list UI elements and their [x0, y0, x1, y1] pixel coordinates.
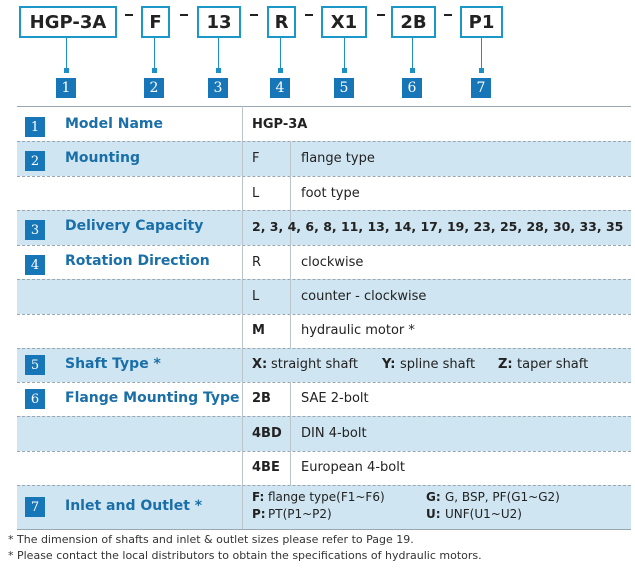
code-number-badge: 2: [144, 78, 164, 98]
option-code: F:: [252, 490, 265, 504]
table-rule: [17, 348, 631, 349]
leader-line: [66, 38, 67, 70]
row-number-badge: 3: [25, 220, 45, 240]
option-desc: G, BSP, PF(G1~G2): [445, 490, 560, 504]
code-segment-rotation: R: [267, 6, 296, 38]
option-desc: clockwise: [301, 255, 364, 270]
option-code: Y:: [382, 357, 396, 372]
code-segment-capacity: 13: [197, 6, 241, 38]
code-number-badge: 3: [208, 78, 228, 98]
option-desc: taper shaft: [517, 357, 589, 372]
option-desc: PT(P1~P2): [268, 507, 332, 521]
leader-line: [344, 38, 345, 70]
table-rule: [17, 314, 631, 315]
option-desc: flange type: [301, 151, 375, 166]
code-segment-port: P1: [460, 6, 503, 38]
code-segment-model: HGP-3A: [19, 6, 117, 38]
code-separator: [444, 14, 452, 16]
row-number-badge: 2: [25, 151, 45, 171]
table-rule: [17, 106, 631, 107]
option-desc: UNF(U1~U2): [445, 507, 522, 521]
option-desc: counter - clockwise: [301, 289, 427, 304]
code-separator: [377, 14, 385, 16]
option-code: Z:: [498, 357, 513, 372]
option-code: P:: [252, 507, 266, 521]
code-segment-mounting: F: [141, 6, 170, 38]
row-label-model-name: Model Name: [65, 116, 163, 132]
option-code: G:: [426, 490, 441, 504]
code-number-badge: 1: [56, 78, 76, 98]
leader-line: [218, 38, 219, 70]
table-rule: [17, 485, 631, 486]
column-divider: [242, 106, 243, 529]
option-desc: straight shaft: [271, 357, 358, 372]
option-code: L: [252, 289, 260, 304]
leader-tip: [410, 68, 415, 73]
table-rule: [17, 141, 631, 142]
option-desc: European 4-bolt: [301, 460, 405, 475]
code-segment-shaft: X1: [321, 6, 367, 38]
leader-tip: [342, 68, 347, 73]
option-code: 4BD: [252, 426, 282, 441]
table-rule: [17, 382, 631, 383]
column-divider: [290, 245, 291, 348]
option-code: F: [252, 151, 260, 166]
row-label-delivery-capacity: Delivery Capacity: [65, 218, 204, 234]
leader-line: [481, 38, 482, 70]
table-rule: [17, 176, 631, 177]
code-number-badge: 7: [471, 78, 491, 98]
option-desc: hydraulic motor *: [301, 323, 415, 338]
option-code: 2B: [252, 391, 271, 406]
footnote: * Please contact the local distributors to obtain the specifications of hydraulic motors.: [8, 549, 482, 562]
option-desc: flange type(F1~F6): [268, 490, 385, 504]
row-number-badge: 5: [25, 355, 45, 375]
table-rule: [17, 279, 631, 280]
table-rule: [17, 416, 631, 417]
row-number-badge: 1: [25, 117, 45, 137]
option-code: X:: [252, 357, 268, 372]
option-desc: spline shaft: [400, 357, 476, 372]
delivery-capacity-value: 2, 3, 4, 6, 8, 11, 13, 14, 17, 19, 23, 25, 28, 30, 33, 35: [252, 219, 624, 234]
leader-tip: [152, 68, 157, 73]
row-number-badge: 4: [25, 255, 45, 275]
code-separator: [180, 14, 188, 16]
option-code: M: [252, 323, 265, 338]
table-rule: [17, 245, 631, 246]
code-number-badge: 4: [270, 78, 290, 98]
option-code: 4BE: [252, 460, 280, 475]
table-rule: [17, 451, 631, 452]
code-separator: [250, 14, 258, 16]
leader-tip: [278, 68, 283, 73]
leader-line: [154, 38, 155, 70]
leader-tip: [216, 68, 221, 73]
option-code: R: [252, 255, 262, 270]
leader-line: [280, 38, 281, 70]
leader-tip: [64, 68, 69, 73]
row-label-flange-mounting-type: Flange Mounting Type: [65, 390, 240, 406]
option-desc: foot type: [301, 186, 360, 201]
option-code: L: [252, 186, 260, 201]
table-rule: [17, 529, 631, 530]
option-desc: DIN 4-bolt: [301, 426, 367, 441]
code-segment-flange: 2B: [391, 6, 436, 38]
row-label-rotation-direction: Rotation Direction: [65, 253, 210, 269]
row-label-inlet-outlet: Inlet and Outlet *: [65, 498, 203, 514]
leader-line: [412, 38, 413, 70]
option-desc: SAE 2-bolt: [301, 391, 369, 406]
table-rule: [17, 210, 631, 211]
option-code: U:: [426, 507, 441, 521]
model-name-value: HGP-3A: [252, 117, 308, 132]
row-number-badge: 6: [25, 389, 45, 409]
code-number-badge: 6: [402, 78, 422, 98]
footnote: * The dimension of shafts and inlet & outlet sizes please refer to Page 19.: [8, 533, 414, 546]
row-label-mounting: Mounting: [65, 150, 140, 166]
row-label-shaft-type: Shaft Type *: [65, 356, 161, 372]
code-separator: [125, 14, 133, 16]
code-number-badge: 5: [334, 78, 354, 98]
row-number-badge: 7: [25, 497, 45, 517]
leader-tip: [479, 68, 484, 73]
code-separator: [305, 14, 313, 16]
column-divider: [290, 382, 291, 485]
